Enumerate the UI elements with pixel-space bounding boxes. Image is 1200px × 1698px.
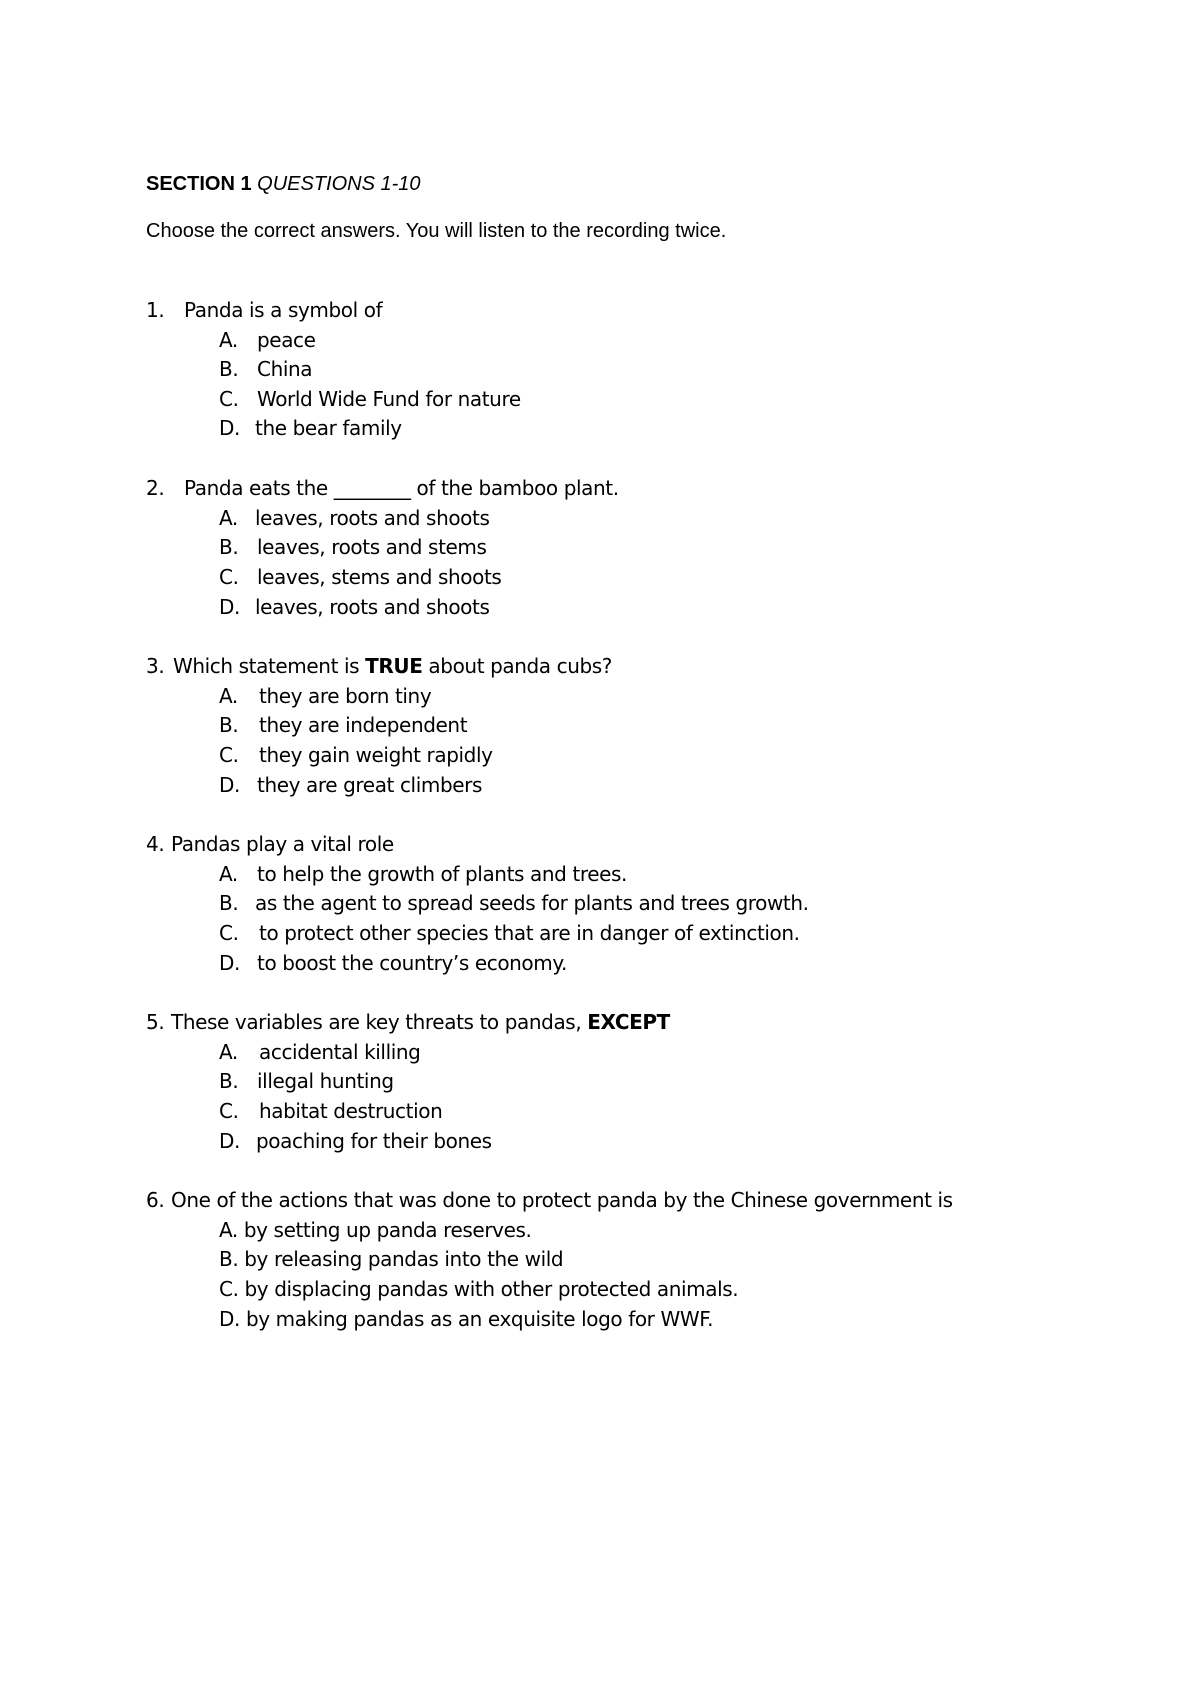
option-text: leaves, stems and shoots [257,565,502,589]
option-text: to protect other species that are in danger of extinction. [259,921,800,945]
option-text: habitat destruction [259,1099,443,1123]
question-5 [146,1008,670,1036]
option-text: as the agent to spread seeds for plants and trees growth. [255,891,809,915]
option-2b[interactable] [219,533,487,561]
option-1a[interactable] [219,326,316,354]
option-text: by releasing pandas into the wild [244,1247,564,1271]
option-text: by making pandas as an exquisite logo for WWF. [245,1307,714,1331]
option-text: to help the growth of plants and trees. [257,862,627,886]
option-5d[interactable] [219,1127,492,1155]
option-5c[interactable] [219,1097,442,1125]
option-text: they are born tiny [259,684,432,708]
question-number: 5. [146,1010,165,1034]
option-text: leaves, roots and stems [257,535,487,559]
question-4 [146,830,394,858]
option-text: the bear family [255,416,402,440]
question-1 [146,296,382,324]
option-letter: C. [219,743,239,767]
option-letter: C. [219,921,239,945]
option-letter: D. [219,773,240,797]
option-text: to boost the country’s economy. [257,951,567,975]
option-letter: A. [219,506,238,530]
option-2a[interactable] [219,504,489,532]
option-letter: B. [219,891,239,915]
option-text: they are independent [259,713,468,737]
option-text: poaching for their bones [256,1129,492,1153]
option-letter: A. [219,1040,238,1064]
option-letter: B. [219,357,239,381]
option-4d[interactable] [219,949,567,977]
option-text: peace [257,328,316,352]
question-text-before: Which statement is [173,654,366,678]
option-letter: C. [219,1277,239,1301]
option-3d[interactable] [219,771,482,799]
question-number: 4. [146,832,165,856]
question-text: Pandas play a vital role [171,832,394,856]
option-3b[interactable] [219,711,467,739]
question-3 [146,652,612,680]
question-number: 1. [146,298,165,322]
option-letter: D. [219,1307,240,1331]
option-letter: B. [219,1247,239,1271]
option-1c[interactable] [219,385,521,413]
option-1b[interactable] [219,355,312,383]
option-letter: C. [219,565,239,589]
option-letter: B. [219,535,239,559]
question-text-before: These variables are key threats to pandas, [171,1010,588,1034]
option-text: leaves, roots and shoots [255,506,490,530]
question-number: 6. [146,1188,165,1212]
option-letter: C. [219,387,239,411]
option-letter: D. [219,416,240,440]
option-letter: A. [219,862,238,886]
option-letter: C. [219,1099,239,1123]
option-1d[interactable] [219,414,402,442]
option-4b[interactable] [219,889,809,917]
question-text: One of the actions that was done to protect panda by the Chinese government is [171,1188,953,1212]
option-text: illegal hunting [257,1069,394,1093]
instructions: Choose the correct answers. You will listen to the recording twice. [146,220,727,242]
question-text: Panda is a symbol of [184,298,383,322]
option-letter: D. [219,1129,240,1153]
option-letter: A. [219,328,238,352]
option-text: by setting up panda reserves. [243,1218,532,1242]
question-emphasis: EXCEPT [587,1010,670,1034]
question-6 [146,1186,953,1214]
option-3c[interactable] [219,741,493,769]
question-number: 2. [146,476,165,500]
option-text: leaves, roots and shoots [255,595,490,619]
option-4a[interactable] [219,860,627,888]
option-5b[interactable] [219,1067,394,1095]
question-number: 3. [146,654,165,678]
option-letter: A. [219,684,238,708]
section-title: SECTION 1 [146,173,252,195]
option-text: China [257,357,313,381]
option-3a[interactable] [219,682,431,710]
option-letter: A. [219,1218,238,1242]
question-emphasis: TRUE [365,654,423,678]
option-letter: B. [219,713,239,737]
option-text: by displacing pandas with other protected animals. [244,1277,739,1301]
section-subtitle: QUESTIONS 1-10 [257,173,421,195]
option-text: they gain weight rapidly [259,743,493,767]
option-letter: D. [219,951,240,975]
option-6a[interactable] [219,1216,531,1244]
question-text: Panda eats the ________ of the bamboo plant. [184,476,619,500]
option-letter: B. [219,1069,239,1093]
option-text: accidental killing [259,1040,421,1064]
option-4c[interactable] [219,919,800,947]
option-6c[interactable] [219,1275,738,1303]
option-2d[interactable] [219,593,489,621]
option-5a[interactable] [219,1038,420,1066]
option-6d[interactable] [219,1305,713,1333]
option-letter: D. [219,595,240,619]
option-text: they are great climbers [257,773,482,797]
question-text-after: about panda cubs? [422,654,613,678]
section-heading [146,170,421,198]
question-2 [146,474,619,502]
option-text: World Wide Fund for nature [257,387,521,411]
option-6b[interactable] [219,1245,563,1273]
option-2c[interactable] [219,563,501,591]
